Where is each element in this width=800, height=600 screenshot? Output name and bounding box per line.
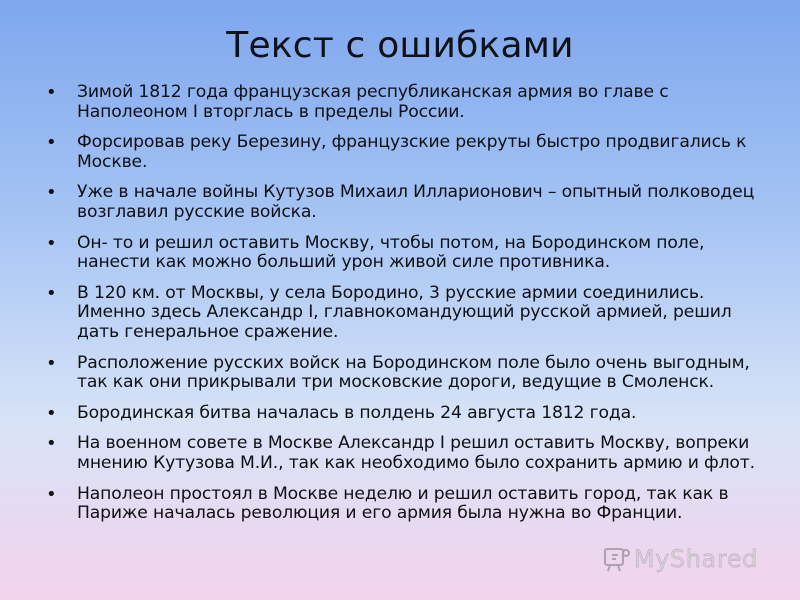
bullet-item: • Зимой 1812 года французская республиканская армия во главе с Наполеоном I вторглась в пределы России. <box>46 83 766 122</box>
watermark <box>602 545 758 573</box>
bullet-item: • В 120 км. от Москвы, у села Бородино, 3 русские армии соединились. Именно здесь Александр I, главнокомандующий русской армией, решил дать генеральное сражение. <box>46 284 766 343</box>
bullet-item: • Наполеон простоял в Москве неделю и решил оставить город, так как в Париже началась революция и его армия была нужна во Франции. <box>46 485 766 524</box>
bullet-item: • Расположение русских войск на Бородинском поле было очень выгодным, так как они прикрывали три московские дороги, ведущие в Смоленск. <box>46 354 766 393</box>
myshared-logo-icon <box>602 545 632 573</box>
bullet-item: • Бородинская битва началась в полдень 24 августа 1812 года. <box>46 404 766 424</box>
bullet-list <box>46 83 766 535</box>
bullet-item: • Он- то и решил оставить Москву, чтобы потом, на Бородинском поле, нанести как можно больший урон живой силе противника. <box>46 234 766 273</box>
bullet-item: • Форсировав реку Березину, французские рекруты быстро продвигались к Москве. <box>46 133 766 172</box>
slide-title: Текст с ошибками <box>226 25 574 66</box>
bullet-item: • Уже в начале войны Кутузов Михаил Илларионович – опытный полководец возглавил русские войска. <box>46 183 766 222</box>
bullet-item: • На военном совете в Москве Александр I решил оставить Москву, вопреки мнению Кутузова М.И., так как необходимо было сохранить армию и флот. <box>46 434 766 473</box>
watermark-text: MyShared <box>633 545 758 573</box>
